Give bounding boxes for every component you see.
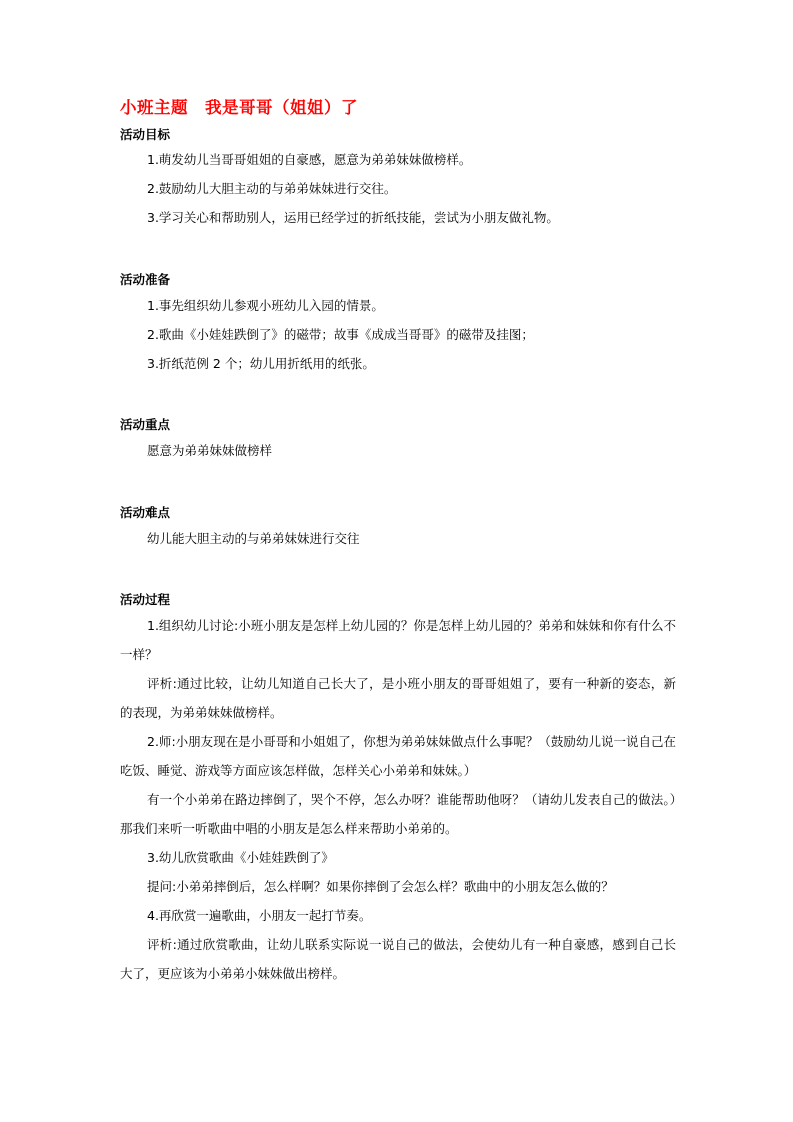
preparation-item-1: 1.事先组织幼儿参观小班幼儿入园的情景。 xyxy=(147,298,384,313)
goal-item-1: 1.萌发幼儿当哥哥姐姐的自豪感，愿意为弟弟妹妹做榜样。 xyxy=(147,152,472,167)
key-point-text: 愿意为弟弟妹妹做榜样 xyxy=(147,443,273,458)
process-paragraph-2: 评析:通过比较，让幼儿知道自己长大了，是小班小朋友的哥哥姐姐了，要有一种新的姿态，新的表现，为弟弟妹妹做榜样。 xyxy=(120,676,676,720)
goal-item-2: 2.鼓励幼儿大胆主动的与弟弟妹妹进行交往。 xyxy=(147,181,397,196)
process-paragraph-4: 有一个小弟弟在路边摔倒了，哭个不停，怎么办呀？谁能帮助他呀？（请幼儿发表自己的做法。）那我们来听一听歌曲中唱的小朋友是怎么样来帮助小弟弟的。 xyxy=(120,792,676,836)
process-paragraph-3: 2.师:小朋友现在是小哥哥和小姐姐了，你想为弟弟妹妹做点什么事呢？（鼓励幼儿说一说自己在吃饭、睡觉、游戏等方面应该怎样做，怎样关心小弟弟和妹妹。） xyxy=(120,734,676,778)
key-point-heading: 活动重点 xyxy=(120,417,171,432)
process-paragraph-7: 4.再欣赏一遍歌曲，小朋友一起打节奏。 xyxy=(147,908,372,923)
preparation-heading: 活动准备 xyxy=(120,272,171,287)
goals-heading: 活动目标 xyxy=(120,127,171,142)
preparation-item-3: 3.折纸范例 2 个；幼儿用折纸用的纸张。 xyxy=(147,356,375,371)
process-paragraph-1: 1.组织幼儿讨论:小班小朋友是怎样上幼儿园的？你是怎样上幼儿园的？弟弟和妹妹和你有什么不一样？ xyxy=(120,618,676,662)
difficulty-text: 幼儿能大胆主动的与弟弟妹妹进行交往 xyxy=(147,531,360,546)
difficulty-heading: 活动难点 xyxy=(120,505,171,520)
goal-item-3: 3.学习关心和帮助别人，运用已经学过的折纸技能，尝试为小朋友做礼物。 xyxy=(147,210,559,225)
document-title: 小班主题 我是哥哥（姐姐）了 xyxy=(120,98,358,117)
process-paragraph-8: 评析:通过欣赏歌曲，让幼儿联系实际说一说自己的做法，会使幼儿有一种自豪感，感到自己长大了，更应该为小弟弟小妹妹做出榜样。 xyxy=(120,937,676,981)
preparation-item-2: 2.歌曲《小娃娃跌倒了》的磁带；故事《成成当哥哥》的磁带及挂图； xyxy=(147,327,534,342)
process-paragraph-5: 3.幼儿欣赏歌曲《小娃娃跌倒了》 xyxy=(147,850,334,865)
process-paragraph-6: 提问:小弟弟摔倒后，怎么样啊？如果你摔倒了会怎么样？歌曲中的小朋友怎么做的？ xyxy=(147,879,614,894)
process-heading: 活动过程 xyxy=(120,592,171,607)
